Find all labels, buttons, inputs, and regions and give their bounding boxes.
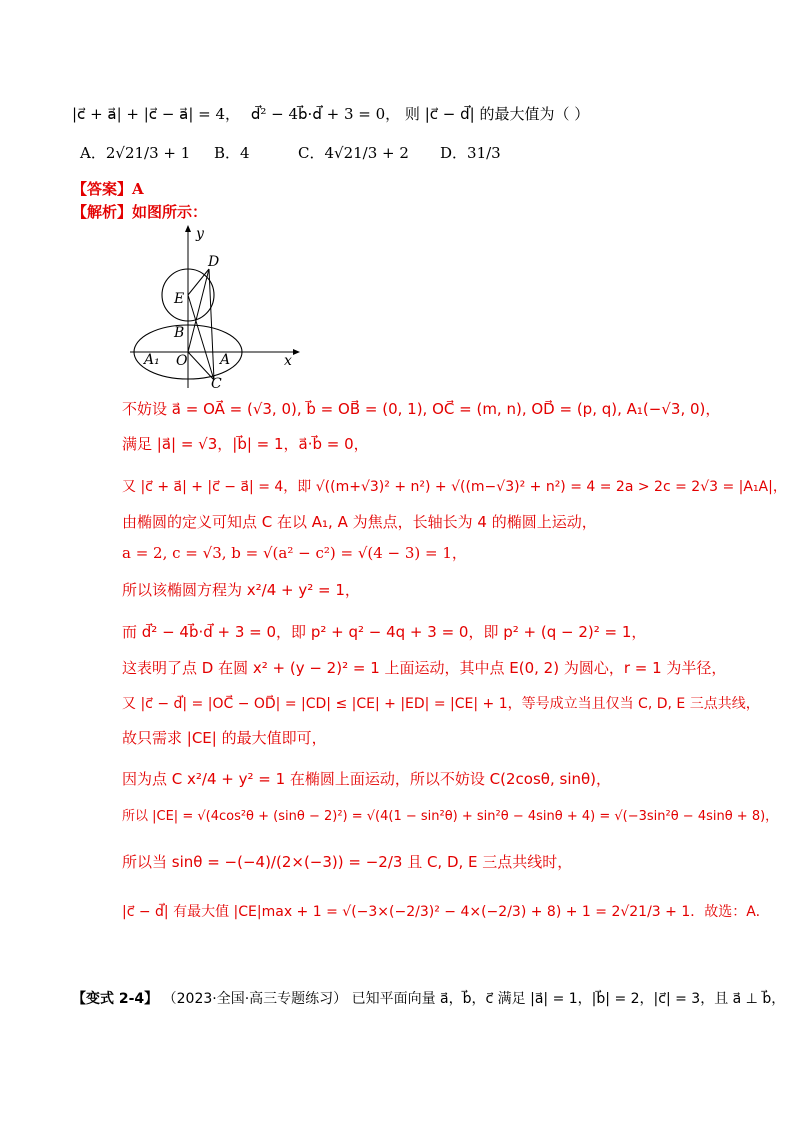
label-e: E: [174, 291, 185, 307]
answer-line: [72, 178, 144, 200]
option-b: B．4: [214, 144, 250, 162]
x-axis-arrow: [293, 349, 300, 355]
answer-value: A: [132, 180, 144, 198]
analysis-line: [72, 201, 207, 223]
next-problem-line: [72, 988, 785, 1010]
solution-line-6: 所以该椭圆方程为 x²/4 + y² = 1，: [122, 581, 360, 599]
label-a1: A₁: [144, 352, 160, 368]
solution-line-13: 所以当 sinθ = −(−4)/(2×(−3)) = −2/3 且 C, D, E 三点共线时，: [122, 853, 573, 871]
question-line: [72, 103, 589, 125]
solution-line-4: 由椭圆的定义可知点 C 在以 A₁, A 为焦点，长轴长为 4 的椭圆上运动，: [122, 513, 597, 531]
next-problem-label: 【变式 2-4】: [72, 991, 159, 1007]
solution-line-11: 因为点 C x²/4 + y² = 1 在椭圆上面运动，所以不妨设 C(2cosθ, sinθ)，: [122, 770, 612, 788]
solution-line-7: 而 d⃗² − 4b⃗·d⃗ + 3 = 0，即 p² + q² − 4q + 3 = 0，即 p² + (q − 2)² = 1，: [122, 623, 647, 641]
next-problem-source: （2023·全国·高三专题练习）: [162, 991, 348, 1007]
answer-options: [80, 136, 640, 180]
label-x: x: [284, 353, 292, 369]
option-c: C．4√21/3 + 2: [298, 144, 409, 162]
solution-line-1: 不妨设 a⃗ = OA⃗ = (√3, 0), b⃗ = OB⃗ = (0, 1), OC⃗ = (m, n), OD⃗ = (p, q), A₁(−√3, 0)，: [122, 400, 721, 418]
option-d: D．31/3: [440, 144, 501, 162]
question-prompt: 则 |c⃗ − d⃗| 的最大值为（ ）: [404, 105, 590, 123]
answer-label: 【答案】: [72, 180, 133, 198]
figure-svg: [122, 222, 310, 390]
solution-line-8: 这表明了点 D 在圆 x² + (y − 2)² = 1 上面运动，其中点 E(0, 2) 为圆心，r = 1 为半径，: [122, 659, 727, 677]
analysis-intro: 如图所示：: [132, 203, 208, 221]
condition-1: |c⃗ + a⃗| + |c⃗ − a⃗| = 4，: [72, 105, 241, 123]
analysis-label: 【解析】: [72, 203, 133, 221]
geometry-figure: [122, 222, 310, 390]
condition-2: d⃗² − 4b⃗·d⃗ + 3 = 0，: [250, 105, 401, 123]
solution-line-10: 故只需求 |CE| 的最大值即可，: [122, 729, 327, 747]
label-d: D: [208, 254, 220, 270]
label-o: O: [176, 353, 188, 369]
label-y: y: [196, 226, 204, 242]
solution-line-14: |c⃗ − d⃗| 有最大值 |CE|max + 1 = √(−3×(−2/3)² − 4×(−2/3) + 8) + 1 = 2√21/3 + 1．故选：A.: [122, 904, 761, 920]
solution-line-3: 又 |c⃗ + a⃗| + |c⃗ − a⃗| = 4，即 √((m+√3)² + n²) + √((m−√3)² + n²) = 4 = 2a > 2c = 2√3 = |A₁A|，: [122, 479, 787, 495]
solution-line-2: 满足 |a⃗| = √3，|b⃗| = 1，a⃗·b⃗ = 0，: [122, 435, 369, 453]
y-axis-arrow: [185, 225, 191, 232]
label-a: A: [220, 352, 231, 368]
label-b: B: [174, 325, 185, 341]
option-a: A．2√21/3 + 1: [80, 144, 191, 162]
solution-line-9: 又 |c⃗ − d⃗| = |OC⃗ − OD⃗| = |CD| ≤ |CE| + |ED| = |CE| + 1，等号成立当且仅当 C, D, E 三点共线，: [122, 696, 760, 712]
next-problem-text: 已知平面向量 a⃗，b⃗，c⃗ 满足 |a⃗| = 1，|b⃗| = 2，|c⃗| = 3，且 a⃗ ⊥ b⃗，: [351, 991, 786, 1007]
solution-line-5: a = 2, c = √3, b = √(a² − c²) = √(4 − 3) = 1，: [122, 544, 467, 562]
segment-cd: [209, 269, 214, 380]
label-c: C: [211, 376, 222, 390]
solution-line-12: 所以 |CE| = √(4cos²θ + (sinθ − 2)²) = √(4(1 − sin²θ) + sin²θ − 4sinθ + 4) = √(−3sin²θ − 4sinθ + 8)，: [122, 809, 779, 824]
